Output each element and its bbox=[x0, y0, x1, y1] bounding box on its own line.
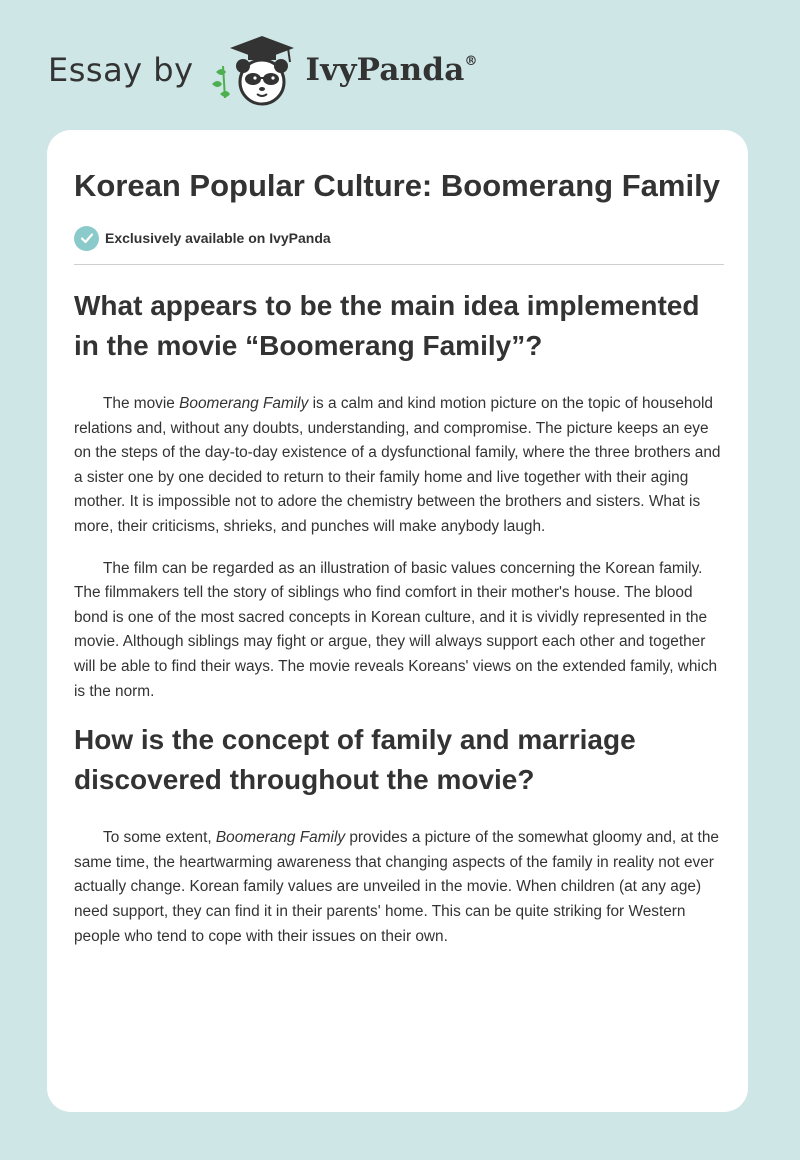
essay-card bbox=[47, 130, 748, 1112]
page-title: Korean Popular Culture: Boomerang Family bbox=[74, 168, 720, 203]
paragraph: To some extent, Boomerang Family provides a picture of the somewhat gloomy and, at the same time, the heartwarming awareness that changing aspects of the family in reality not ever actually change. Korean family values are unveiled in the movie. When children (at any age) need support, they can find it in their parents' home. This can be quite striking for Western people who tend to cope with their issues on their own. bbox=[74, 829, 719, 945]
paragraph: The film can be regarded as an illustration of basic values concerning the Korean family. The filmmakers tell the story of siblings who find comfort in their mother's house. The blood bond is one of the most sacred concepts in Korean culture, and it is vividly represented in the movie. Although siblings may fight or argue, they will always support each other and together will be able to find their ways. The movie reveals Koreans' views on the extended family, which is the norm. bbox=[74, 559, 718, 700]
panda-mascot-icon bbox=[208, 32, 300, 108]
ivypanda-logo[interactable] bbox=[208, 32, 478, 108]
exclusive-badge bbox=[74, 225, 724, 251]
site-header bbox=[48, 30, 478, 110]
exclusive-badge-text: Exclusively available on IvyPanda bbox=[105, 230, 331, 246]
section-heading-main-idea: What appears to be the main idea implemented in the movie “Boomerang Family”? bbox=[74, 290, 700, 361]
ivy-leaf-icon bbox=[212, 66, 230, 98]
paragraph: The movie Boomerang Family is a calm and kind motion picture on the topic of household relations and, without any doubts, understanding, and compromise. The picture keeps an eye on the steps of the day-to-day existence of a dysfunctional family, where the three brothers and a sister one by one decided to return to their family home and live together with their aging mother. It is impossible not to adore the chemistry between the brothers and sisters. What is more, their criticisms, shrieks, and punches will make anybody laugh. bbox=[74, 395, 721, 535]
movie-title-emphasis: Boomerang Family bbox=[215, 829, 346, 847]
divider bbox=[74, 264, 724, 265]
essay-content bbox=[74, 166, 724, 949]
section-heading-family-concept: How is the concept of family and marriage discovered throughout the movie? bbox=[74, 724, 636, 796]
registered-mark: ® bbox=[464, 54, 478, 69]
brand-name: IvyPanda® bbox=[305, 52, 478, 88]
essay-by-label: Essay by bbox=[48, 51, 194, 89]
movie-title-emphasis: Boomerang Family bbox=[179, 395, 309, 412]
checkmark-icon bbox=[74, 226, 99, 251]
